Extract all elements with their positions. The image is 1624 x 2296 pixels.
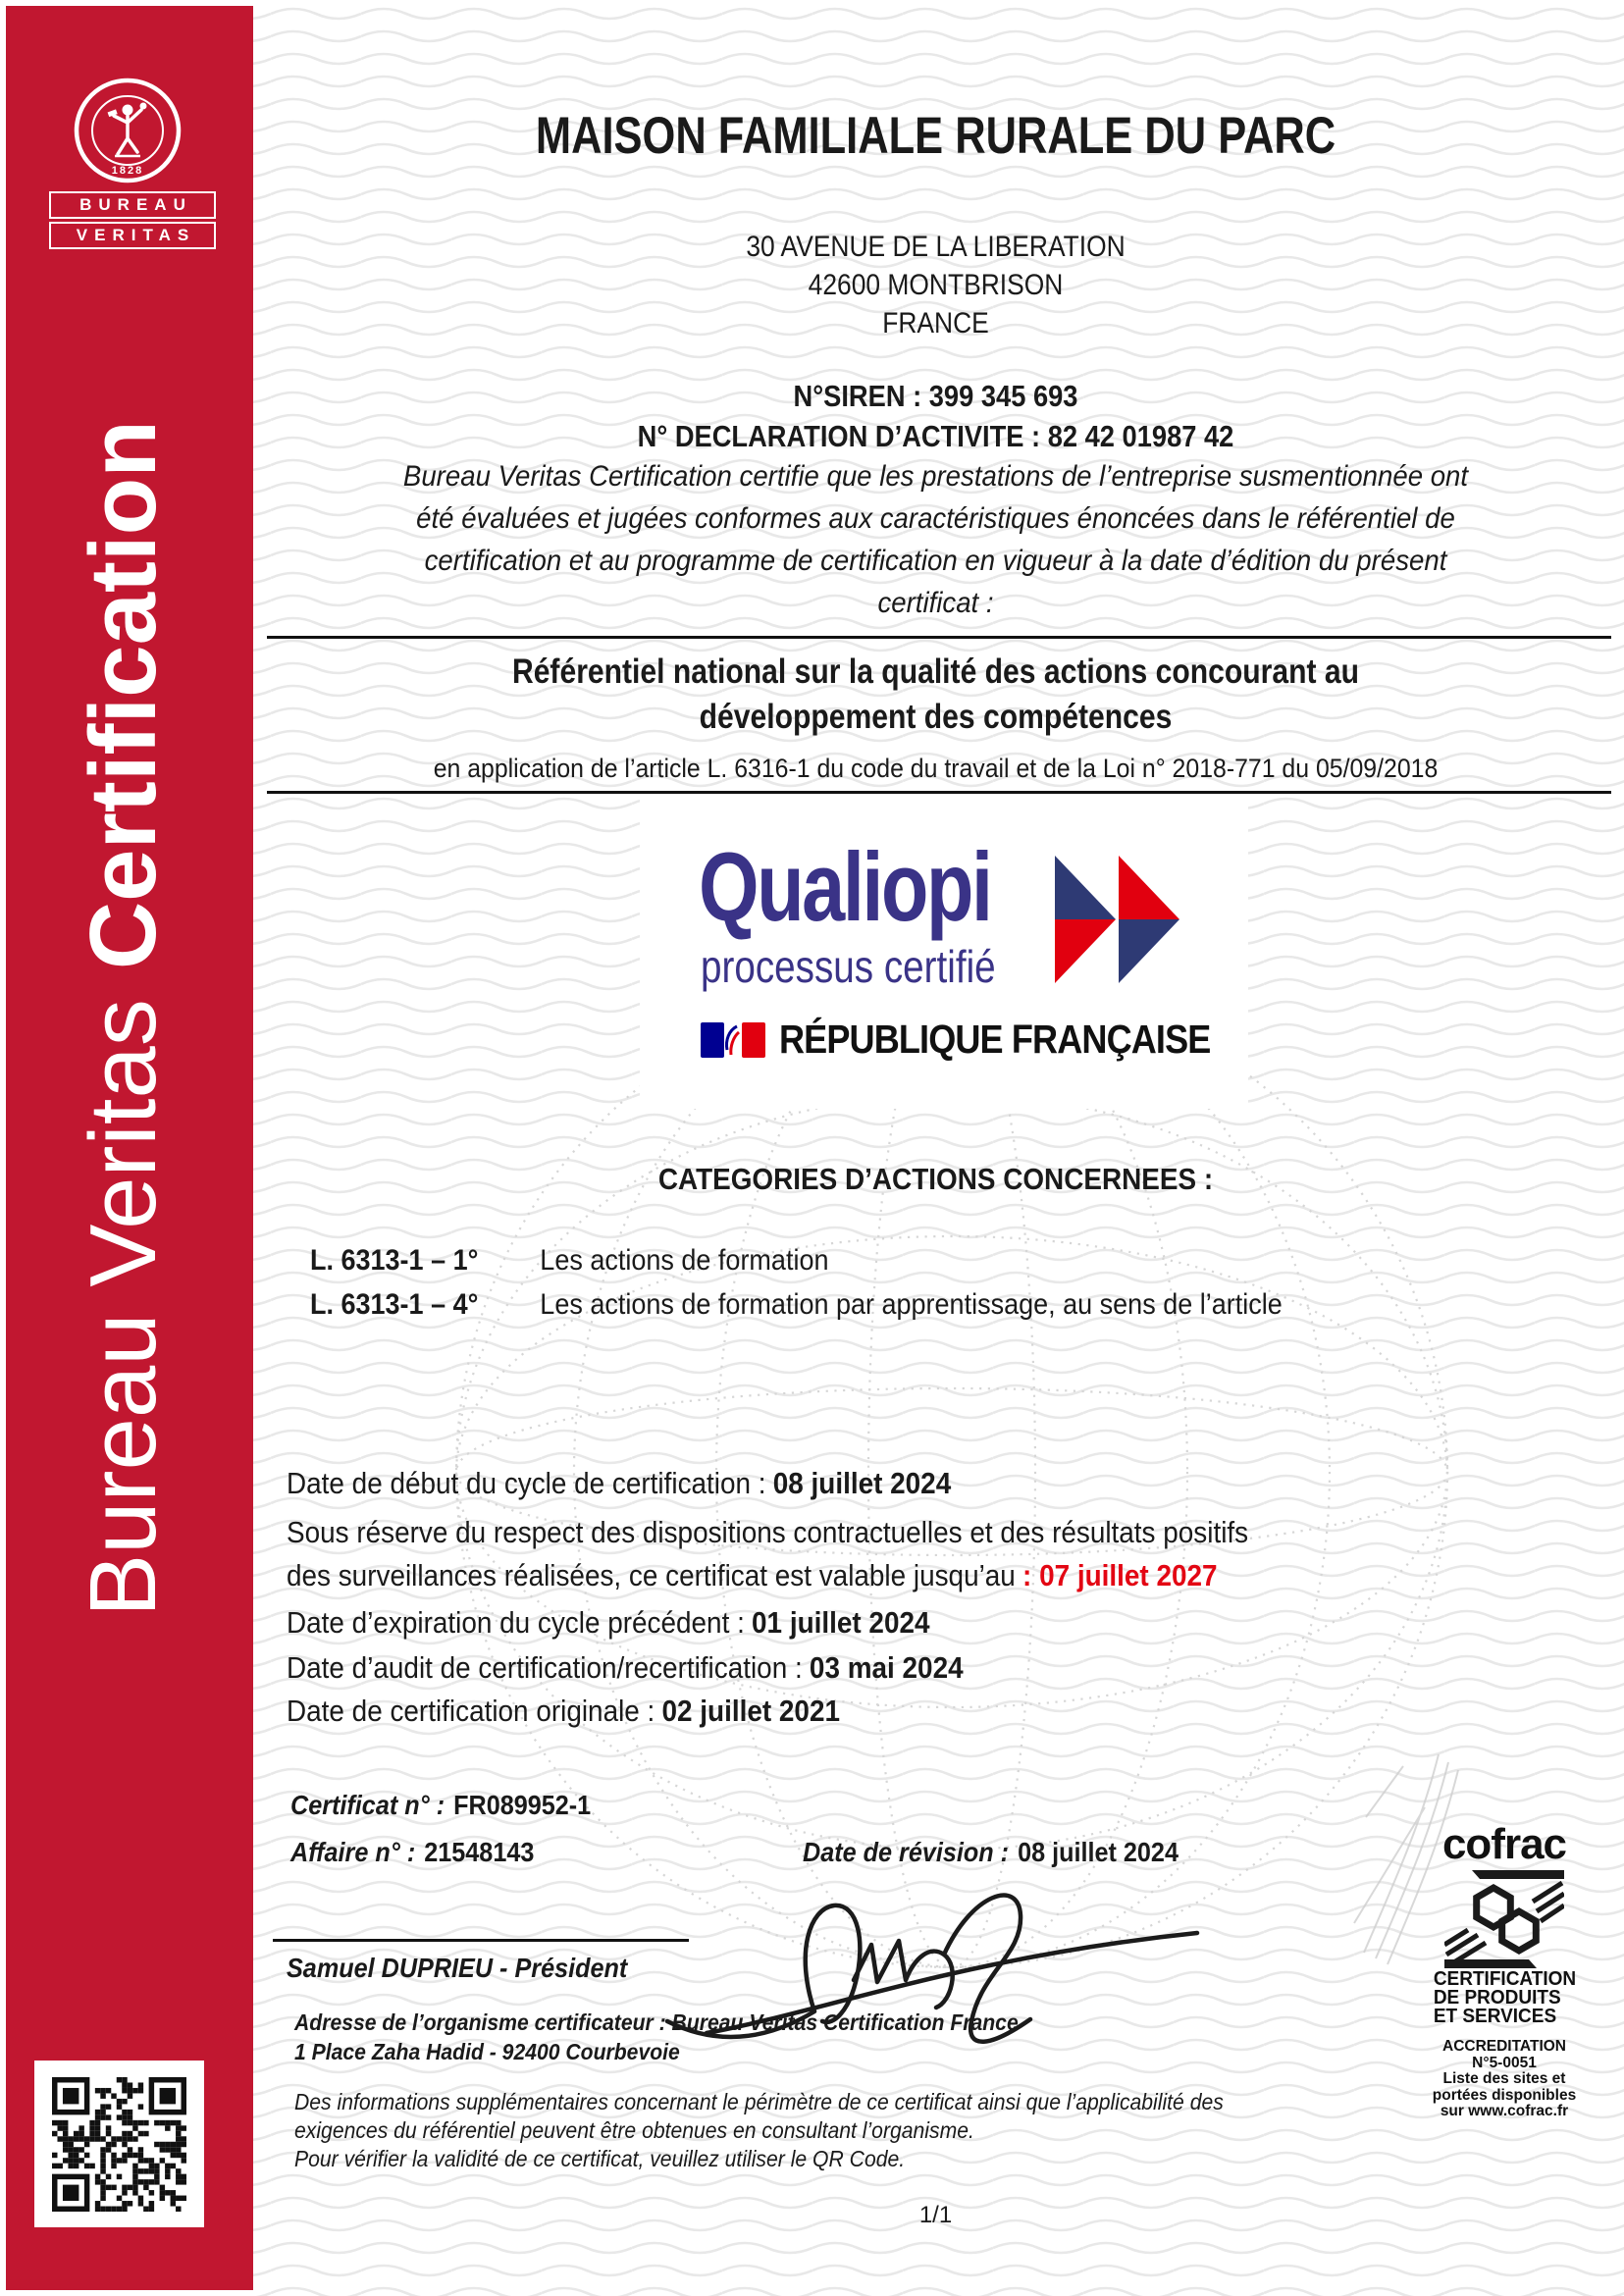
qualiopi-wordmark: Qualiopi xyxy=(699,832,991,941)
certifier-address-line-1: Adresse de l’organisme certificateur : Bureau Veritas Certification France xyxy=(294,2009,1019,2035)
cofrac-logo-icon xyxy=(1444,1870,1564,1968)
validity-line-2 xyxy=(287,1558,1218,1593)
bureau-veritas-emblem-icon xyxy=(74,78,182,187)
logo-bureau-box xyxy=(49,191,216,219)
footer-info-line-1: Des informations supplémentaires concernant le périmètre de ce certificat ainsi que l’applicabilité des xyxy=(294,2089,1224,2114)
cofrac-label-line-2: DE PRODUITS xyxy=(1433,1987,1561,2009)
validity-text: des surveillances réalisées, ce certificat est valable jusqu’au xyxy=(287,1558,1016,1592)
date-label: Date d’expiration du cycle précédent : xyxy=(287,1605,745,1640)
cofrac-wordmark: cofrac xyxy=(1441,1820,1567,1868)
date-row-expiration xyxy=(287,1605,929,1641)
accreditation-line-4: portées disponibles xyxy=(1432,2086,1577,2104)
logo-bureau-text: BUREAU xyxy=(79,195,192,214)
referential-title xyxy=(348,650,1522,740)
footer-info-line-2: exigences du référentiel peuvent être obtenues en consultant l’organisme. xyxy=(294,2117,974,2143)
accreditation-line-2: N°5-0051 xyxy=(1472,2054,1537,2071)
affaire-number-label: Affaire n° : xyxy=(290,1837,416,1867)
qr-finder-bottom-left xyxy=(52,2173,89,2211)
validity-end-date: : 07 juillet 2027 xyxy=(1022,1558,1218,1592)
logo-veritas-text: VERITAS xyxy=(76,226,196,244)
certificate-number-value: FR089952-1 xyxy=(453,1790,592,1820)
date-row-start xyxy=(287,1466,951,1501)
bureau-veritas-sidebar xyxy=(6,6,253,2290)
affaire-number-row xyxy=(290,1837,534,1868)
signature-icon xyxy=(648,1864,1227,2070)
address-line-2: 42600 MONTBRISON xyxy=(808,269,1064,301)
cofrac-label-line-1: CERTIFICATION xyxy=(1433,1968,1576,1990)
qr-code xyxy=(34,2061,204,2227)
affaire-number-value: 21548143 xyxy=(424,1837,535,1867)
revision-date-label: Date de révision : xyxy=(803,1837,1010,1867)
logo-veritas-box xyxy=(49,222,216,249)
statement-line-1: Bureau Veritas Certification certifie que les prestations de l’entreprise susmentionnée ont xyxy=(402,460,1469,493)
registration-numbers xyxy=(335,376,1536,456)
revision-date-value: 08 juillet 2024 xyxy=(1018,1837,1179,1867)
certification-statement xyxy=(308,455,1564,624)
categories-title: CATEGORIES D’ACTIONS CONCERNEES : xyxy=(657,1162,1214,1196)
sidebar-vertical-title xyxy=(71,253,176,1784)
certificate-number-label: Certificat n° : xyxy=(290,1790,445,1820)
category-item-2 xyxy=(310,1288,1283,1322)
republique-francaise-text: RÉPUBLIQUE FRANÇAISE xyxy=(779,1017,1211,1062)
category-label: Les actions de formation xyxy=(540,1244,829,1277)
date-value: 08 juillet 2024 xyxy=(772,1466,952,1500)
category-label: Les actions de formation par apprentissage, au sens de l’article xyxy=(540,1288,1283,1321)
page-number: 1/1 xyxy=(918,2202,953,2228)
referential-title-line-2: développement des compétences xyxy=(699,698,1173,736)
emblem-year: 1828 xyxy=(111,165,144,177)
statement-line-2: été évaluées et jugées conformes aux caractéristiques énoncées dans le référentiel de xyxy=(416,502,1455,535)
certifier-address-line-2: 1 Place Zaha Hadid - 92400 Courbevoie xyxy=(294,2039,680,2064)
divider-application xyxy=(267,791,1611,794)
date-value: 03 mai 2024 xyxy=(809,1650,964,1685)
qualiopi-arrows-icon xyxy=(1055,856,1179,983)
application-note: en application de l’article L. 6316-1 du code du travail et de la Loi n° 2018-771 du 05/09/2018 xyxy=(433,754,1439,783)
cofrac-certification-label xyxy=(1433,1970,1575,2026)
vertical-title-regular: Bureau Veritas xyxy=(71,999,176,1617)
french-flag-icon xyxy=(701,1019,765,1061)
date-value: 01 juillet 2024 xyxy=(752,1605,930,1640)
cofrac-accreditation xyxy=(1406,2039,1602,2120)
date-row-audit xyxy=(287,1650,964,1686)
address-line-3: FRANCE xyxy=(882,307,989,339)
date-label: Date d’audit de certification/recertification : xyxy=(287,1650,803,1685)
accreditation-line-1: ACCREDITATION xyxy=(1442,2038,1566,2055)
signatory-name: Samuel DUPRIEU - Président xyxy=(287,1953,628,1983)
category-code: L. 6313-1 – 1° xyxy=(310,1244,479,1277)
qualiopi-logo-block xyxy=(640,797,1248,1109)
divider-top xyxy=(267,636,1611,639)
republique-francaise-row xyxy=(701,1017,1269,1063)
company-address xyxy=(335,228,1536,342)
date-value: 02 juillet 2021 xyxy=(661,1694,840,1728)
statement-line-3: certification et au programme de certification en vigueur à la date d’édition du présent xyxy=(424,545,1447,577)
company-name: MAISON FAMILIALE RURALE DU PARC xyxy=(535,107,1336,165)
accreditation-line-3: Liste des sites et xyxy=(1442,2070,1566,2087)
qr-finder-top-right xyxy=(149,2077,186,2114)
date-label: Date de certification originale : xyxy=(287,1694,655,1728)
signature-divider xyxy=(273,1939,689,1942)
qr-code-icon xyxy=(52,2077,186,2212)
qualiopi-tagline: processus certifié xyxy=(701,941,996,992)
referential-title-line-1: Référentiel national sur la qualité des actions concourant au xyxy=(511,652,1360,691)
qr-finder-top-left xyxy=(52,2077,89,2114)
siren-number: N°SIREN : 399 345 693 xyxy=(793,379,1078,413)
certificate-number-row xyxy=(290,1790,591,1821)
date-row-original xyxy=(287,1694,840,1729)
date-label: Date de début du cycle de certification : xyxy=(287,1466,766,1500)
statement-line-4: certificat : xyxy=(877,587,994,619)
cofrac-block xyxy=(1406,1820,1602,2120)
accreditation-line-5: sur www.cofrac.fr xyxy=(1440,2103,1569,2119)
cofrac-label-line-3: ET SERVICES xyxy=(1433,2006,1556,2027)
footer-info-line-3: Pour vérifier la validité de ce certificat, veuillez utiliser le QR Code. xyxy=(294,2146,906,2171)
vertical-title-bold: Certification xyxy=(71,420,176,970)
category-code: L. 6313-1 – 4° xyxy=(310,1288,479,1321)
validity-line-1: Sous réserve du respect des dispositions contractuelles et des résultats positifs xyxy=(287,1515,1249,1549)
category-item-1 xyxy=(310,1244,828,1278)
address-line-1: 30 AVENUE DE LA LIBERATION xyxy=(746,231,1126,263)
declaration-number: N° DECLARATION D’ACTIVITE : 82 42 01987 42 xyxy=(637,419,1234,453)
